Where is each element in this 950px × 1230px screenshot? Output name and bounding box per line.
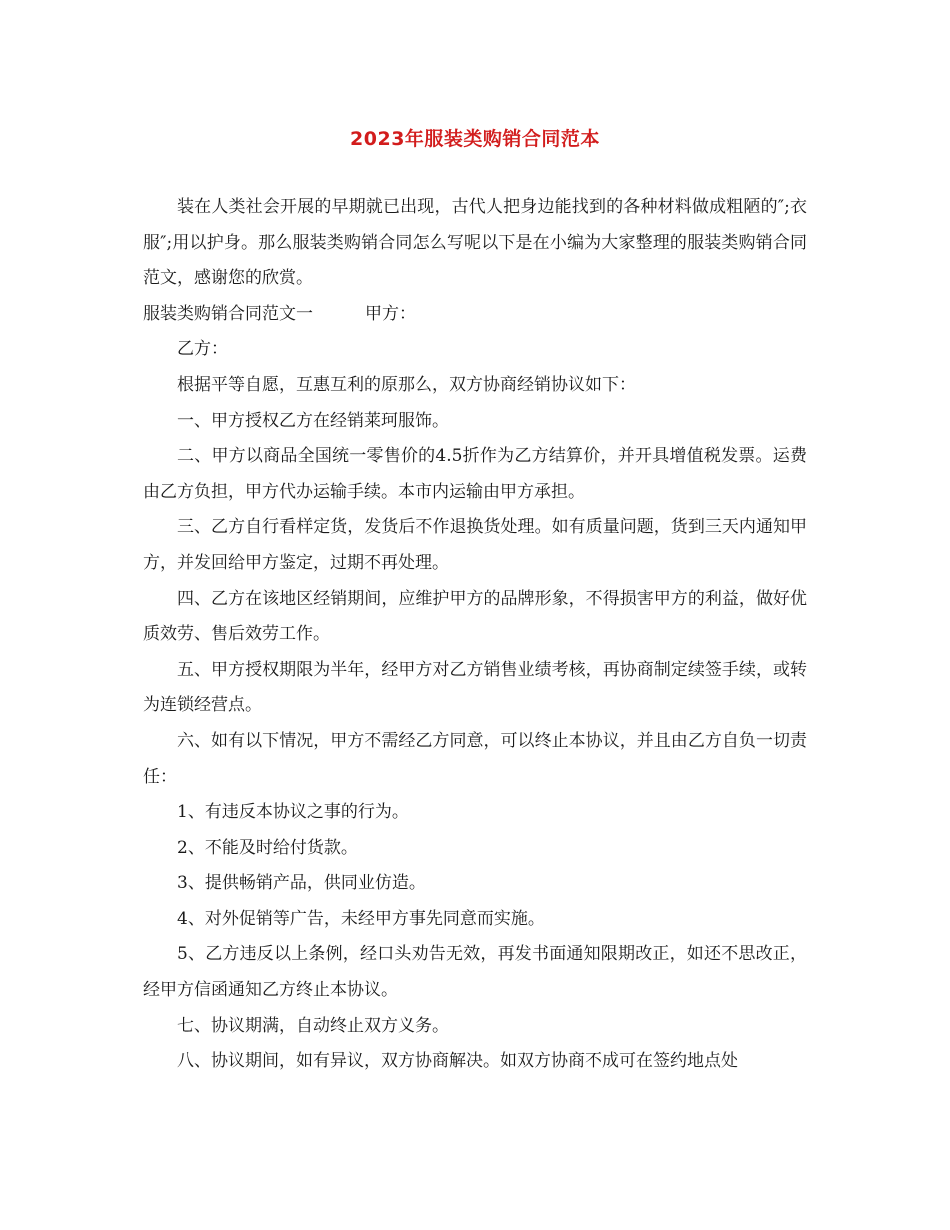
clause-paragraph: 三、乙方自行看样定货，发货后不作退换货处理。如有质量问题，货到三天内通知甲方，并发回给甲方鉴定，过期不再处理。 bbox=[143, 517, 807, 573]
intro-paragraph: 装在人类社会开展的早期就已出现，古代人把身边能找到的各种材料做成粗陋的″;衣服″;用以护身。那么服装类购销合同怎么写呢以下是在小编为大家整理的服装类购销合同范文，感谢您的欣赏。 bbox=[143, 197, 807, 289]
document-title: 2023年服装类购销合同范本 bbox=[350, 128, 600, 150]
clause-paragraph: 七、协议期满，自动终止双方义务。 bbox=[177, 1015, 449, 1036]
section-title: 服装类购销合同范文一 bbox=[143, 303, 313, 324]
clause-paragraph: 五、甲方授权期限为半年，经甲方对乙方销售业绩考核，再协商制定续签手续，或转为连锁经营点。 bbox=[143, 659, 807, 716]
clause-paragraph: 2、不能及时给付货款。 bbox=[177, 837, 358, 858]
clause-paragraph: 四、乙方在该地区经销期间，应维护甲方的品牌形象，不得损害甲方的利益，做好优质效劳、售后效劳工作。 bbox=[143, 588, 807, 645]
clause-paragraph: 1、有违反本协议之事的行为。 bbox=[177, 802, 409, 823]
clause-paragraph: 4、对外促销等广告，未经甲方事先同意而实施。 bbox=[177, 908, 545, 929]
clause-paragraph: 八、协议期间，如有异议，双方协商解决。如双方协商不成可在签约地点处 bbox=[177, 1051, 738, 1072]
document-body bbox=[143, 190, 807, 1080]
clause-paragraph: 5、乙方违反以上条例，经口头劝告无效，再发书面通知限期改正，如还不思改正，经甲方信函通知乙方终止本协议。 bbox=[143, 944, 807, 1001]
preamble-paragraph: 根据平等自愿，互惠互利的原那么，双方协商经销协议如下： bbox=[177, 374, 636, 395]
party-b-label: 乙方： bbox=[177, 339, 228, 360]
clause-paragraph: 六、如有以下情况，甲方不需经乙方同意，可以终止本协议，并且由乙方自负一切责任： bbox=[143, 730, 807, 787]
party-a-label: 甲方： bbox=[365, 303, 416, 324]
clause-paragraph: 一、甲方授权乙方在经销莱珂服饰。 bbox=[177, 410, 449, 431]
clause-paragraph: 3、提供畅销产品，供同业仿造。 bbox=[177, 873, 426, 894]
section-heading-line bbox=[143, 297, 807, 333]
clause-paragraph: 二、甲方以商品全国统一零售价的4.5折作为乙方结算价，并开具增值税发票。运费由乙方负担，甲方代办运输手续。本市内运输由甲方承担。 bbox=[143, 446, 807, 502]
